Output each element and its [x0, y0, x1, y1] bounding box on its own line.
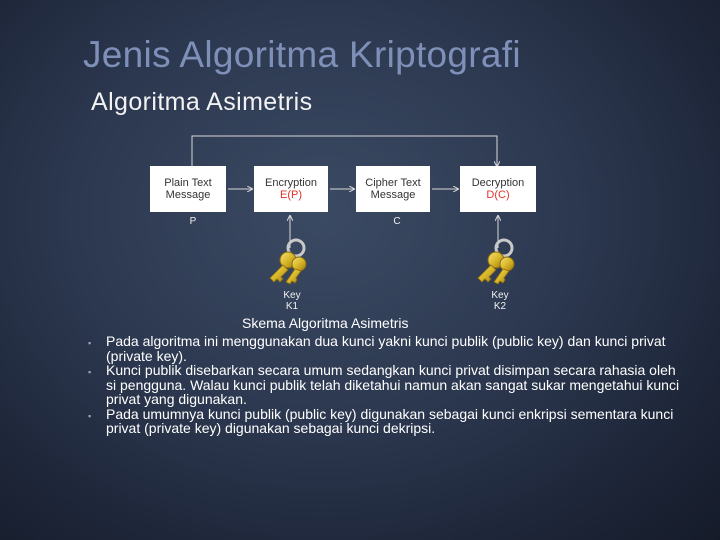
bullet-square-icon: ▪	[88, 367, 92, 377]
slide-title: Jenis Algoritma Kriptografi	[83, 34, 521, 75]
ciphertext-box	[356, 166, 430, 212]
list-item	[88, 363, 688, 407]
key1-label-line1: Key	[283, 290, 301, 301]
bullet-text: Kunci publik disebarkan secara umum sedangkan kunci privat disimpan secara rahasia oleh si pengguna. Walau kunci publik telah diketahui namun akan sangat sukar mengetahui kunci privat yang digunakan.	[106, 362, 680, 407]
asymmetric-scheme-diagram	[140, 128, 560, 318]
encryption-box-line2: E(P)	[280, 189, 302, 201]
key1-label-line2: K1	[285, 301, 299, 312]
key1-label	[278, 290, 306, 312]
bullet-square-icon: ▪	[88, 410, 92, 421]
bullet-text: Pada algoritma ini menggunakan dua kunci yakni kunci publik (public key) dan kunci privat (private key).	[106, 333, 666, 364]
bullet-text: Pada umumnya kunci publik (public key) digunakan sebagai kunci enkripsi sementara kunci privat (private key) digunakan sebagai kunci dekripsi.	[106, 405, 674, 436]
key-icon	[478, 240, 514, 284]
key2-label-line2: K2	[493, 301, 507, 312]
ciphertext-box-line2: Message	[370, 189, 416, 201]
plaintext-box-line2: Message	[165, 189, 211, 201]
diagram-caption: Skema Algoritma Asimetris	[242, 315, 409, 331]
decryption-box-line2: D(C)	[486, 189, 510, 201]
slide-subtitle: Algoritma Asimetris	[91, 88, 313, 116]
plaintext-box	[150, 166, 226, 212]
bullet-square-icon: ▪	[88, 338, 92, 348]
bullet-list	[88, 334, 688, 436]
encryption-box	[254, 166, 328, 212]
decryption-box-line1: Decryption	[471, 177, 525, 189]
ciphertext-box-line1: Cipher Text	[365, 177, 421, 189]
label-c: C	[393, 216, 401, 227]
key-icon	[270, 240, 306, 284]
label-p: P	[189, 216, 197, 227]
list-item	[88, 334, 688, 363]
plaintext-box-line1: Plain Text	[164, 177, 212, 189]
decryption-box	[460, 166, 536, 212]
key2-label-line1: Key	[491, 290, 509, 301]
list-item	[88, 407, 688, 436]
encryption-box-line1: Encryption	[265, 177, 317, 189]
key2-label	[486, 290, 514, 312]
